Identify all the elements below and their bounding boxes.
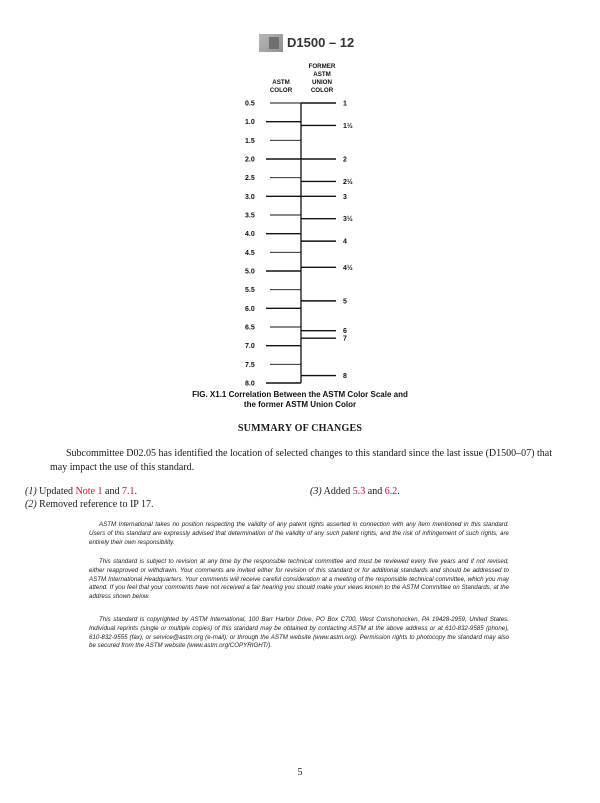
astm-color-label: 2.0 bbox=[245, 156, 255, 164]
union-color-label: 1 bbox=[343, 100, 347, 108]
astm-color-label: 7.5 bbox=[245, 361, 255, 369]
astm-color-label: 0.5 bbox=[245, 100, 255, 108]
note-1-link[interactable]: Note 1 bbox=[75, 486, 103, 497]
union-color-label: 4½ bbox=[343, 264, 353, 272]
astm-color-label: 3.0 bbox=[245, 193, 255, 201]
change-text: . bbox=[397, 486, 400, 497]
union-color-label: 3½ bbox=[343, 216, 353, 224]
astm-color-header: COLOR bbox=[269, 87, 293, 94]
color-correlation-chart bbox=[0, 0, 600, 400]
chart-headers bbox=[270, 63, 336, 94]
union-color-label: 4 bbox=[343, 238, 347, 246]
astm-color-label: 2.5 bbox=[245, 175, 255, 183]
summary-paragraph: Subcommittee D02.05 has identified the location of selected changes to this standard since the last issue (D1500–07) that may impact the use of this standard. bbox=[50, 448, 552, 473]
change-number: (3) bbox=[310, 486, 322, 497]
astm-color-label: 4.5 bbox=[245, 249, 255, 257]
change-item-3 bbox=[310, 485, 400, 498]
astm-color-label: 1.5 bbox=[245, 137, 255, 145]
change-item-2 bbox=[25, 498, 153, 511]
astm-color-ticks bbox=[245, 101, 301, 388]
revision-notice: This standard is subject to revision at any time by the responsible technical committee and must be reviewed every five years and if not revised, either reapproved or withdrawn. Your comments are invited either for revision of this standard or for additional standards and should be addressed to ASTM International Headquarters. Your comments will receive careful consideration at a meeting of the responsible technical committee, which you may attend. If you feel that your comments have not received a fair hearing you should make your views known to the ASTM Committee on Standards, at the address shown below. bbox=[89, 558, 509, 601]
union-color-ticks bbox=[301, 101, 353, 381]
figure-caption bbox=[0, 390, 600, 410]
union-color-header: COLOR bbox=[310, 87, 334, 94]
union-color-label: 7 bbox=[343, 335, 347, 343]
change-text: . bbox=[134, 486, 137, 497]
astm-color-label: 5.5 bbox=[245, 287, 255, 295]
union-color-label: 5 bbox=[343, 298, 347, 306]
change-text: Updated bbox=[39, 486, 76, 497]
copyright-notice: This standard is copyrighted by ASTM International, 100 Barr Harbor Drive, PO Box C700, West Conshohocken, PA 19428-2959, United States. Individual reprints (single or multiple copies) of this standard may be obtained by contacting ASTM at the above address or at 610-832-9585 (phone), 610-832-9555 (fax), or service@astm.org (e-mail); or through the ASTM website (www.astm.org). Permission rights to photocopy the standard may also be secured from the ASTM website (www.astm.org/COPYRIGHT/). bbox=[89, 616, 509, 650]
change-text: and bbox=[102, 486, 122, 497]
section-7-1-link[interactable]: 7.1 bbox=[121, 486, 135, 497]
astm-color-label: 1.0 bbox=[245, 119, 255, 127]
union-color-label: 6 bbox=[343, 328, 347, 336]
astm-color-label: 7.0 bbox=[245, 343, 255, 351]
figure-caption-line1: FIG. X1.1 Correlation Between the ASTM Color Scale and bbox=[192, 390, 408, 399]
union-color-label: 2 bbox=[343, 156, 347, 164]
section-6-2-link[interactable]: 6.2 bbox=[384, 486, 398, 497]
summary-title: SUMMARY OF CHANGES bbox=[237, 423, 363, 434]
astm-color-label: 6.5 bbox=[245, 324, 255, 332]
astm-color-label: 5.0 bbox=[245, 268, 255, 276]
section-5-3-link[interactable]: 5.3 bbox=[352, 486, 366, 497]
union-color-label: 2½ bbox=[343, 178, 353, 186]
patent-notice: ASTM International takes no position respecting the validity of any patent rights asserted in connection with any item mentioned in this standard. Users of this standard are expressly advised that determination of the validity of any such patent rights, and the risk of infringement of such rights, are entirely their own responsibility. bbox=[89, 521, 509, 546]
astm-color-header: ASTM bbox=[272, 79, 290, 86]
union-color-label: 8 bbox=[343, 373, 347, 381]
union-color-header: ASTM bbox=[313, 71, 331, 78]
change-text: Removed reference to IP 17. bbox=[39, 499, 154, 510]
figure-caption-line2: the former ASTM Union Color bbox=[243, 400, 357, 409]
astm-color-label: 6.0 bbox=[245, 305, 255, 313]
change-number: (2) bbox=[25, 499, 37, 510]
page-number: 5 bbox=[297, 767, 303, 778]
astm-color-label: 4.0 bbox=[245, 231, 255, 239]
document-id: D1500 – 12 bbox=[287, 35, 355, 50]
change-number: (1) bbox=[25, 486, 37, 497]
change-item-1 bbox=[25, 485, 137, 498]
astm-color-label: 8.0 bbox=[245, 380, 255, 388]
astm-color-label: 3.5 bbox=[245, 212, 255, 220]
union-color-label: 3 bbox=[343, 193, 347, 201]
change-text: and bbox=[365, 486, 385, 497]
union-color-label: 1½ bbox=[343, 122, 353, 130]
union-color-header: FORMER bbox=[308, 63, 336, 70]
union-color-header: UNION bbox=[312, 79, 332, 86]
change-text: Added bbox=[323, 486, 353, 497]
